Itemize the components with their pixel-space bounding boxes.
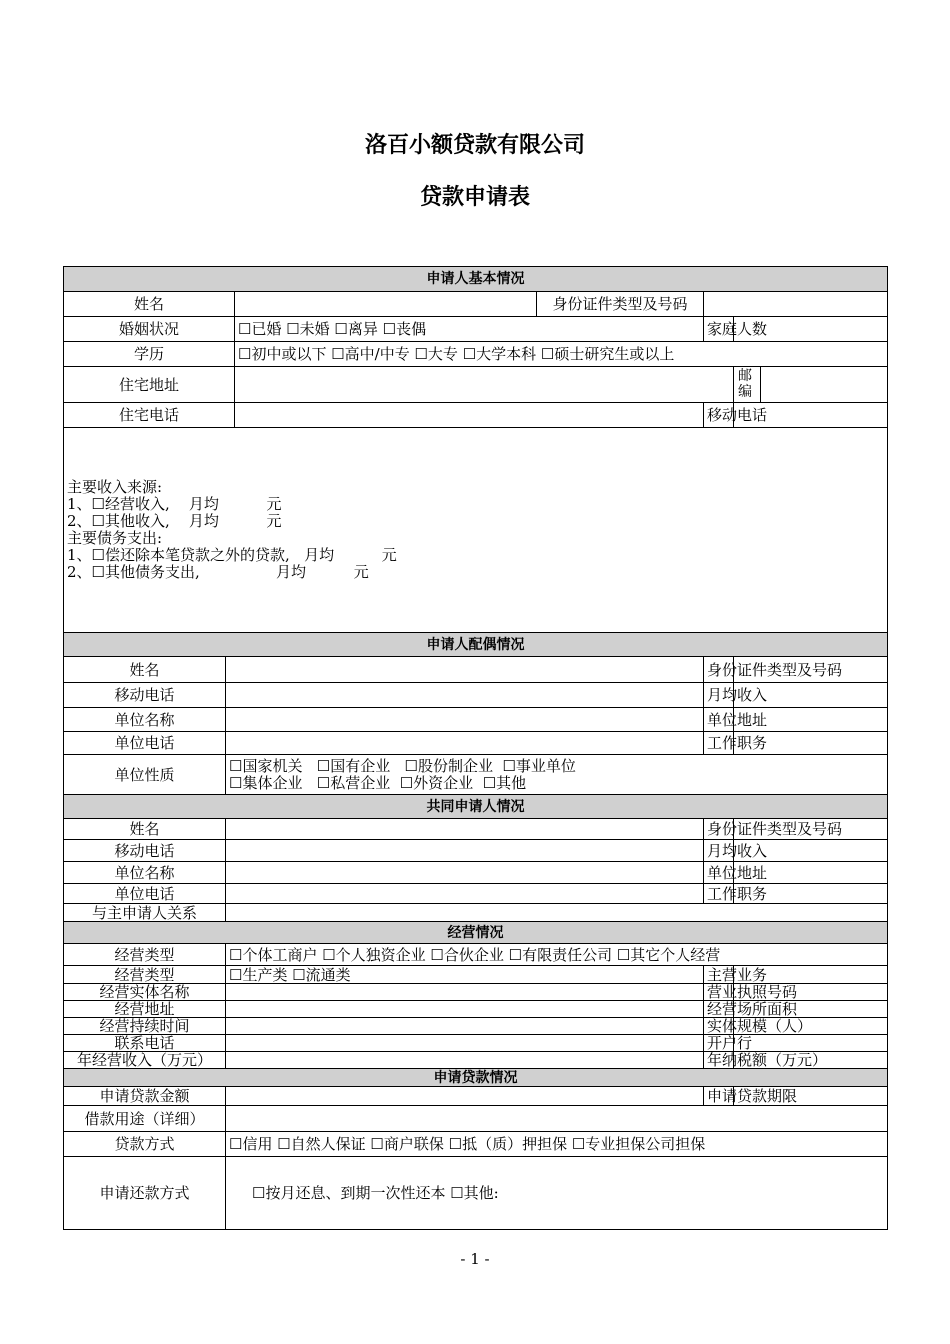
spouse-employer-nature-label: 单位性质 xyxy=(64,755,226,795)
family-size-label-text: 家庭人数 xyxy=(707,320,768,338)
co-mobile-field[interactable] xyxy=(226,840,704,862)
co-name-label: 姓名 xyxy=(64,819,226,840)
postcode-field[interactable] xyxy=(761,367,887,402)
applicant-id-label: 身份证件类型及号码 xyxy=(537,292,704,317)
business-phone-label: 联系电话 xyxy=(64,1035,226,1052)
annual-revenue-label: 年经营收入（万元） xyxy=(64,1052,226,1069)
marital-options[interactable]: ☐已婚 ☐未婚 ☐离异 ☐丧偶 xyxy=(235,317,704,342)
annual-revenue-field[interactable] xyxy=(226,1052,704,1069)
loan-purpose-label: 借款用途（详细） xyxy=(64,1106,226,1132)
page-number: - 1 - xyxy=(460,1250,490,1268)
home-phone-field[interactable] xyxy=(235,403,704,428)
spouse-name-field[interactable] xyxy=(226,657,704,683)
nature-options-line-1: ☐国家机关 ☐国有企业 ☐股份制企业 ☐事业单位 xyxy=(229,756,576,775)
business-duration-label: 经营持续时间 xyxy=(64,1018,226,1035)
co-employer-label: 单位名称 xyxy=(64,862,226,884)
business-address-field[interactable] xyxy=(226,1001,704,1018)
address-label: 住宅地址 xyxy=(64,367,235,403)
spouse-mobile-label: 移动电话 xyxy=(64,683,226,708)
co-mobile-label: 移动电话 xyxy=(64,840,226,862)
applicant-name-field[interactable] xyxy=(235,292,537,317)
business-type2-options[interactable]: ☐生产类 ☐流通类 xyxy=(226,966,704,984)
loan-amount-field[interactable] xyxy=(226,1087,704,1106)
main-business-label: 主营业务 xyxy=(704,966,734,984)
income-line: 2、☐其他债务支出, 月均 元 xyxy=(67,563,369,581)
annual-tax-label: 年纳税额（万元） xyxy=(704,1052,734,1069)
postcode-cell xyxy=(734,367,888,403)
spouse-employer-address-label: 单位地址 xyxy=(704,708,734,732)
spouse-mobile-field[interactable] xyxy=(226,683,704,708)
co-relation-field[interactable] xyxy=(226,904,888,922)
co-id-label: 身份证件类型及号码 xyxy=(704,819,734,840)
section-header-business: 经营情况 xyxy=(64,922,888,944)
nature-options-line-2: ☐集体企业 ☐私营企业 ☐外资企业 ☐其他 xyxy=(229,773,527,792)
repayment-method-label: 申请还款方式 xyxy=(64,1157,226,1230)
loan-application-table xyxy=(63,266,888,1230)
license-number-label: 营业执照号码 xyxy=(704,984,734,1001)
income-line: 1、☐经营收入, 月均 元 xyxy=(67,495,282,513)
entity-name-label: 经营实体名称 xyxy=(64,984,226,1001)
form-title: 贷款申请表 xyxy=(419,185,530,210)
co-employer-phone-field[interactable] xyxy=(226,884,704,904)
co-income-label: 月均收入 xyxy=(704,840,734,862)
spouse-income-label: 月均收入 xyxy=(704,683,734,708)
income-line: 1、☐偿还除本笔贷款之外的贷款, 月均 元 xyxy=(67,546,397,564)
loan-term-label: 申请贷款期限 xyxy=(704,1087,734,1106)
section-header-spouse: 申请人配偶情况 xyxy=(64,633,888,657)
business-type-options[interactable]: ☐个体工商户 ☐个人独资企业 ☐合伙企业 ☐有限责任公司 ☐其它个人经营 xyxy=(226,944,888,966)
repayment-method-options[interactable]: ☐按月还息、到期一次性还本 ☐其他: xyxy=(226,1157,888,1230)
income-line: 2、☐其他收入, 月均 元 xyxy=(67,512,282,530)
company-title: 洛百小额贷款有限公司 xyxy=(364,133,585,158)
co-employer-address-label: 单位地址 xyxy=(704,862,734,884)
income-line: 主要债务支出: xyxy=(67,529,163,547)
home-phone-label: 住宅电话 xyxy=(64,403,235,428)
loan-purpose-field[interactable] xyxy=(226,1106,888,1132)
education-label: 学历 xyxy=(64,342,235,367)
section-header-co-applicant: 共同申请人情况 xyxy=(64,795,888,819)
business-area-label: 经营场所面积 xyxy=(704,1001,734,1018)
family-size-label xyxy=(704,317,768,342)
business-address-label: 经营地址 xyxy=(64,1001,226,1018)
bank-field[interactable] xyxy=(734,1035,888,1052)
applicant-name-label: 姓名 xyxy=(64,292,235,317)
co-employer-phone-label: 单位电话 xyxy=(64,884,226,904)
income-line: 主要收入来源: xyxy=(67,478,163,496)
spouse-employer-nature-options[interactable] xyxy=(226,755,888,795)
postcode-label: 邮编 xyxy=(734,367,761,402)
loan-method-options[interactable]: ☐信用 ☐自然人保证 ☐商户联保 ☐抵（质）押担保 ☐专业担保公司担保 xyxy=(226,1132,888,1157)
co-name-field[interactable] xyxy=(226,819,704,840)
entity-name-field[interactable] xyxy=(226,984,704,1001)
loan-amount-label: 申请贷款金额 xyxy=(64,1087,226,1106)
spouse-employer-label: 单位名称 xyxy=(64,708,226,732)
business-phone-field[interactable] xyxy=(226,1035,704,1052)
business-type2-label: 经营类型 xyxy=(64,966,226,984)
address-field[interactable] xyxy=(235,367,734,403)
applicant-mobile-label: 移动电话 xyxy=(704,403,734,428)
education-options[interactable]: ☐初中或以下 ☐高中/中专 ☐大专 ☐大学本科 ☐硕士研究生或以上 xyxy=(235,342,888,367)
entity-scale-label: 实体规模（人） xyxy=(704,1018,734,1035)
co-employer-field[interactable] xyxy=(226,862,704,884)
spouse-position-label: 工作职务 xyxy=(704,732,734,755)
loan-method-label: 贷款方式 xyxy=(64,1132,226,1157)
bank-label: 开户行 xyxy=(704,1035,734,1052)
spouse-id-label: 身份证件类型及号码 xyxy=(704,657,734,683)
section-header-loan: 申请贷款情况 xyxy=(64,1069,888,1087)
spouse-employer-field[interactable] xyxy=(226,708,704,732)
spouse-employer-phone-field[interactable] xyxy=(226,732,704,755)
applicant-id-field[interactable] xyxy=(704,292,888,317)
business-duration-field[interactable] xyxy=(226,1018,704,1035)
spouse-name-label: 姓名 xyxy=(64,657,226,683)
co-position-label: 工作职务 xyxy=(704,884,734,904)
income-expense-block[interactable] xyxy=(64,428,888,633)
section-header-applicant: 申请人基本情况 xyxy=(64,267,888,292)
co-relation-label: 与主申请人关系 xyxy=(64,904,226,922)
marital-label: 婚姻状况 xyxy=(64,317,235,342)
spouse-employer-phone-label: 单位电话 xyxy=(64,732,226,755)
business-type-label: 经营类型 xyxy=(64,944,226,966)
